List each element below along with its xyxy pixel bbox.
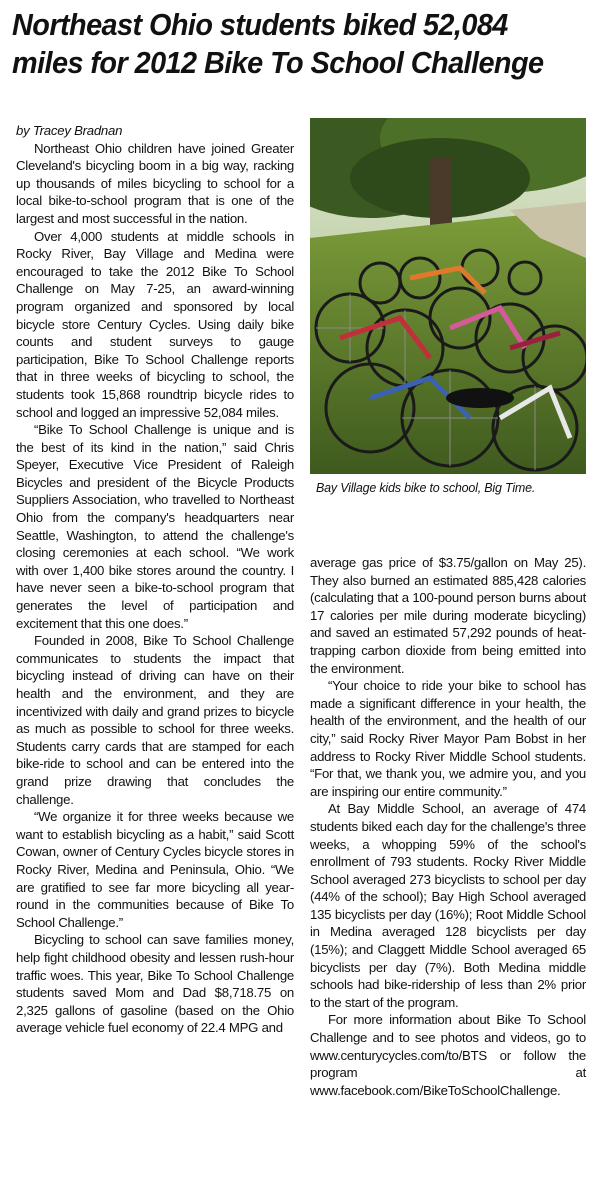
paragraph: Bicycling to school can save families money, help fight childhood obesity and lessen rush-hour traffic woes. This year, Bike To School Challenge students saved Mom and Dad $8,718.75 on 2,325 gallons of gasoline (based on the Ohio average vehicle fuel economy of 22.4 MPG and	[16, 932, 294, 1036]
headline	[12, 6, 551, 82]
paragraph: “Bike To School Challenge is unique and is the best of its kind in the nation,” said Chris Speyer, Executive Vice President of Raleigh Bicycles and president of the Bicycle Products Suppliers Association, who travelled to Northeast Ohio from the company's headquarters near Seattle, Washington, to attend the challenge's closing ceremonies at each school. “We work with over 1,400 bike stores around the country. I have never seen a bike-to-school program that generates the level of participation and excitement that this one does.”	[16, 422, 294, 631]
left-column	[16, 122, 294, 1037]
byline: by Tracey Bradnan	[16, 123, 123, 138]
paragraph: Over 4,000 students at middle schools in Rocky River, Bay Village and Medina were encouraged to take the 2012 Bike To School Challenge on May 7-25, an award-winning program organized and sponsored by local bicycle store Century Cycles. Using daily bike counts and student surveys to gauge participation, Bike To School Challenge reports that in three weeks of bicycling to school, the students took 15,868 roundtrip bicycle rides to school and logged an impressive 52,084 miles.	[16, 228, 294, 420]
paragraph: Founded in 2008, Bike To School Challenge communicates to students the impact that bicycling instead of driving can have on their health and the environment, and they are incentivized with daily and grand prizes to bicycle as much as possible to school for three weeks. Students carry cards that are stamped for each bike-ride to school and can be entered into the grand prize drawing that concludes the challenge.	[16, 633, 294, 807]
paragraph: Northeast Ohio children have joined Greater Cleveland's bicycling boom in a big way, racking up thousands of miles bicycling to school for a local bike-to-school program that is one of the largest and most successful in the nation.	[16, 140, 294, 226]
right-column	[310, 554, 586, 1099]
paragraph: For more information about Bike To School Challenge and to see photos and videos, go to www.centurycycles.com/to/BTS or follow the program at www.facebook.com/BikeToSchoolChallenge.	[310, 1012, 586, 1098]
paragraph: At Bay Middle School, an average of 474 students biked each day for the challenge's three weeks, a whopping 59% of the school's enrollment of 793 students. Rocky River Middle School averaged 273 bicyclists to school per day (44% of the school); Bay High School averaged 135 bicyclists per day (16%); Root Middle School in Medina averaged 128 bicyclists per day (15%); and Claggett Middle School averaged 65 bicyclists per day (7%). Both Medina middle schools had bike-ridership of less than 2% prior to the start of the program.	[310, 801, 586, 1010]
paragraph: “Your choice to ride your bike to school has made a significant difference in your health, the health of the environment, and the health of our city,” said Rocky River Mayor Pam Bobst in her address to Rocky River Middle School students. “For that, we thank you, we admire you, and you are inspiring our entire community.”	[310, 678, 586, 799]
bike-rack-illustration	[310, 118, 586, 474]
photo-caption: Bay Village kids bike to school, Big Time.	[316, 481, 536, 495]
headline-line-2: miles for 2012 Bike To School Challenge	[12, 45, 544, 80]
bike-rack-photo	[310, 118, 586, 474]
headline-line-1: Northeast Ohio students biked 52,084	[12, 7, 508, 42]
paragraph: average gas price of $3.75/gallon on May 25). They also burned an estimated 885,428 calories (calculating that a 100-pound person burns about 17 calories per mile during moderate bicycling) and saved an estimated 57,292 pounds of heat-trapping carbon dioxide from being emitted into the environment.	[310, 555, 586, 676]
paragraph: “We organize it for three weeks because we want to establish bicycling as a habit,” said Scott Cowan, owner of Century Cycles bicycle stores in Rocky River, Medina and Peninsula, Ohio. “We are gratified to see far more bicycling all year-round in the communities because of Bike To School Challenge.”	[16, 809, 294, 930]
